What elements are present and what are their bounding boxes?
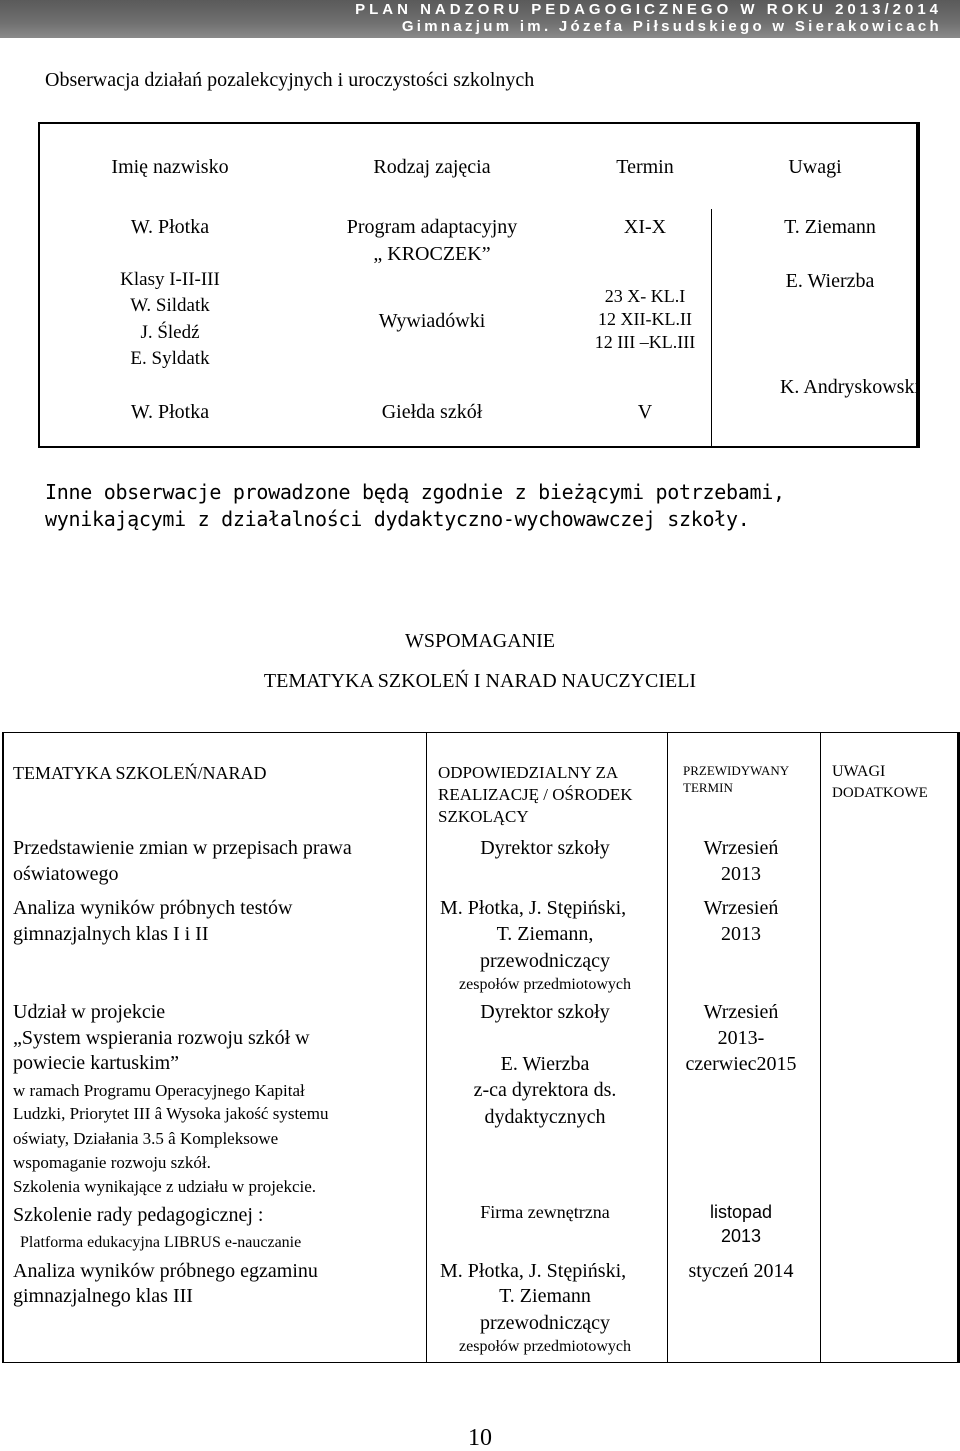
rowB-responsible-line2: T. Ziemann, xyxy=(496,923,594,945)
section2-title: WSPOMAGANIE xyxy=(405,630,555,652)
rowC-topic-small-line4: wspomaganie rozwoju szkół. xyxy=(13,1153,211,1172)
rowC-topic-small-line3: oświaty, Działania 3.5 â Kompleksowe xyxy=(13,1129,279,1148)
header-notes: Uwagi xyxy=(788,156,842,178)
column-divider xyxy=(820,733,821,1362)
rowC-term-line2: 2013- xyxy=(717,1027,765,1049)
row1-term: XI-X xyxy=(623,216,667,238)
rowC-term-line1: Wrzesień xyxy=(703,1001,779,1023)
row2-type: Wywiadówki xyxy=(378,310,486,332)
header-responsible-line1: ODPOWIEDZIALNY ZA xyxy=(438,763,619,782)
row3-type: Giełda szkół xyxy=(381,401,483,423)
rowC-responsible-line1: E. Wierzba xyxy=(500,1053,590,1075)
rowB-responsible-small: zespołów przedmiotowych xyxy=(459,976,631,993)
rowA-term-line1: Wrzesień xyxy=(703,837,779,859)
row2-name-line4: E. Syldatk xyxy=(130,348,210,369)
rowC-topic-small-line2: Ludzki, Priorytet III â Wysoka jakość systemu xyxy=(13,1104,329,1123)
rowB-term-line2: 2013 xyxy=(721,923,761,945)
row3-name: W. Płotka xyxy=(130,401,210,423)
header-term: Termin xyxy=(616,156,674,178)
rowB-responsible-line1: M. Płotka, J. Stępiński, xyxy=(440,897,627,919)
header-notes-line1: UWAGI xyxy=(832,763,886,780)
rowC-topic-line2: „System wspierania rozwoju szkół w xyxy=(13,1027,310,1049)
header-type: Rodzaj zajęcia xyxy=(373,156,491,178)
page-number: 10 xyxy=(468,1425,492,1451)
rowA-topic-line1: Przedstawienie zmian w przepisach prawa xyxy=(13,837,352,859)
header-title: PLAN NADZORU PEDAGOGICZNEGO W ROKU 2013/2014 xyxy=(355,1,942,18)
header-topic: TEMATYKA SZKOLEŃ/NARAD xyxy=(13,763,267,783)
rowC-responsible-line2: z-ca dyrektora ds. xyxy=(473,1079,617,1101)
rowB-topic-line2: gimnazjalnych klas I i II xyxy=(13,923,209,945)
row2-term-line3: 12 III –KL.III xyxy=(594,332,696,352)
row3-notes: K. Andryskowski xyxy=(779,376,920,398)
row2-term-line2: 12 XII-KL.II xyxy=(598,309,692,329)
header-responsible-line2: REALIZACJĘ / OŚRODEK xyxy=(438,785,633,804)
row2-name-line3: J. Śledź xyxy=(140,322,200,343)
rowE-responsible-small: zespołów przedmiotowych xyxy=(459,1338,631,1355)
rowA-responsible: Dyrektor szkoły xyxy=(480,837,610,859)
note-line2: wynikającymi z działalności dydaktyczno-wychowawczej szkoły. xyxy=(45,507,750,531)
rowD-responsible: Firma zewnętrzna xyxy=(480,1202,610,1222)
rowC-term-line3: czerwiec2015 xyxy=(685,1053,797,1075)
rowD-topic: Szkolenie rady pedagogicznej : xyxy=(13,1204,264,1226)
row2-name-line2: W. Sildatk xyxy=(130,295,210,316)
row1-notes: T. Ziemann xyxy=(784,216,876,238)
section2-subtitle: TEMATYKA SZKOLEŃ I NARAD NAUCZYCIELI xyxy=(263,670,697,692)
rowC-responsible-line3: dydaktycznych xyxy=(484,1106,606,1128)
rowD-topic-small: Platforma edukacyjna LIBRUS e-nauczanie xyxy=(20,1234,302,1251)
header-subtitle: Gimnazjum im. Józefa Piłsudskiego w Sierakowicach xyxy=(401,18,942,35)
rowE-term: styczeń 2014 xyxy=(688,1260,794,1282)
row2-term-line1: 23 X- KL.I xyxy=(604,286,686,306)
rowC-responsible-top: Dyrektor szkoły xyxy=(480,1001,610,1023)
header-responsible-line3: SZKOLĄCY xyxy=(438,807,529,826)
column-divider xyxy=(426,733,427,1362)
rowB-term-line1: Wrzesień xyxy=(703,897,779,919)
rowE-responsible-line3: przewodniczący xyxy=(480,1312,610,1334)
rowD-term-line1: listopad xyxy=(709,1202,773,1222)
header-name: Imię nazwisko xyxy=(111,156,229,178)
rowE-topic-line2: gimnazjalnego klas III xyxy=(13,1285,193,1307)
header-term-line2: TERMIN xyxy=(683,780,733,795)
row1-name: W. Płotka xyxy=(130,216,210,238)
rowA-topic-line2: oświatowego xyxy=(13,863,119,885)
page-header-band xyxy=(0,0,960,38)
row1-type-line2: „ KROCZEK” xyxy=(373,243,491,265)
rowD-term-line2: 2013 xyxy=(720,1226,762,1246)
rowB-responsible-line3: przewodniczący xyxy=(480,950,610,972)
rowC-topic-small-line1: w ramach Programu Operacyjnego Kapitał xyxy=(13,1081,305,1100)
row3-term: V xyxy=(637,401,653,423)
rowC-topic-line1: Udział w projekcie xyxy=(13,1001,166,1023)
row2-name-line1: Klasy I-II-III xyxy=(120,269,220,290)
rowC-topic-small-line5: Szkolenia wynikające z udziału w projekcie. xyxy=(13,1177,317,1196)
rowE-responsible-line2: T. Ziemann xyxy=(499,1285,591,1307)
rowE-responsible-line1: M. Płotka, J. Stępiński, xyxy=(440,1260,627,1282)
section1-title: Obserwacja działań pozalekcyjnych i uroczystości szkolnych xyxy=(45,69,535,91)
header-term-line1: PRZEWIDYWANY xyxy=(683,763,790,778)
rowA-term-line2: 2013 xyxy=(721,863,761,885)
header-notes-line2: DODATKOWE xyxy=(832,785,928,801)
rowE-topic-line1: Analiza wyników próbnego egzaminu xyxy=(13,1260,318,1282)
row2-notes: E. Wierzba xyxy=(785,270,875,292)
rowB-topic-line1: Analiza wyników próbnych testów xyxy=(13,897,293,919)
note-line1: Inne obserwacje prowadzone będą zgodnie z bieżącymi potrzebami, xyxy=(45,480,785,504)
rowC-topic-line3: powiecie kartuskim” xyxy=(13,1052,180,1074)
row1-type-line1: Program adaptacyjny xyxy=(346,216,518,238)
